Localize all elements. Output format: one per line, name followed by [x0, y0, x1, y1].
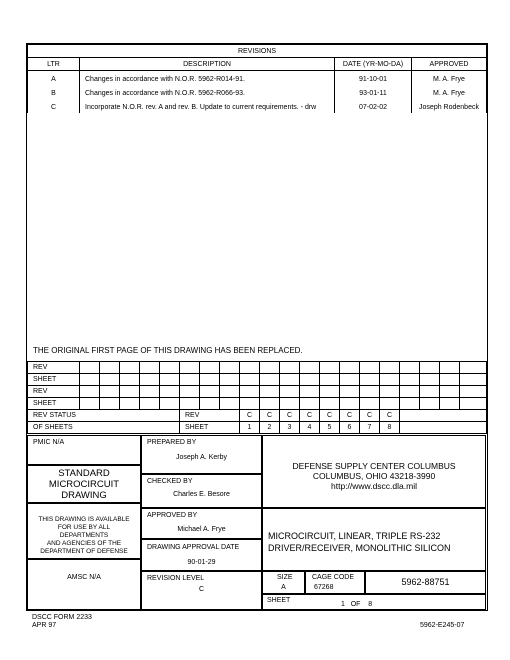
rev-approved: M. A. Frye: [412, 87, 487, 99]
size-value: A: [281, 584, 286, 591]
revisions-header: REVISIONS: [28, 45, 487, 58]
table-row: [28, 101, 487, 113]
rev-value: C: [280, 410, 300, 422]
rev-status-row: [28, 410, 487, 422]
table-row: [28, 87, 487, 99]
standard-line: DRAWING: [61, 490, 107, 501]
rev-date: 91-10-01: [335, 73, 412, 85]
pmic-text: PMIC N/A: [33, 439, 65, 446]
checked-by-label: CHECKED BY: [147, 478, 193, 485]
cage-code-cell: [305, 571, 365, 594]
rev-value: C: [380, 410, 400, 422]
agency-cell: [262, 435, 486, 508]
sheet-number: 7: [360, 422, 380, 434]
sheet-label: SHEET: [180, 422, 240, 434]
prepared-by-cell: [141, 435, 262, 474]
prepared-by-label: PREPARED BY: [147, 439, 197, 446]
form-date: APR 97: [32, 622, 57, 629]
rev-description: Changes in accordance with N.O.R. 5962-R066-93.: [80, 87, 335, 99]
approval-date-cell: [141, 539, 262, 571]
checked-by-name: Charles E. Besore: [173, 491, 230, 498]
rev-ltr: A: [28, 73, 80, 85]
rev-value: C: [340, 410, 360, 422]
document-code: 5962-E245-07: [420, 622, 465, 629]
sheet-number: 6: [340, 422, 360, 434]
standard-line: MICROCIRCUIT: [48, 479, 120, 490]
agency-address: COLUMBUS, OHIO 43218-3990: [312, 471, 436, 481]
column-header-date: DATE (YR-MO-DA): [335, 58, 412, 71]
drawing-sheet: [26, 43, 488, 611]
approval-date: 90-01-29: [187, 559, 216, 566]
rev-ltr: C: [28, 101, 80, 113]
amsc-text: AMSC N/A: [67, 574, 101, 581]
rev-approved: M. A. Frye: [412, 73, 487, 85]
availability-cell: [27, 503, 141, 559]
revisions-table: [27, 44, 487, 113]
rev-date: 07-02-02: [335, 101, 412, 113]
cage-code-value: 67268: [314, 584, 334, 591]
sheet-number: 8: [380, 422, 400, 434]
column-header-ltr: LTR: [28, 58, 80, 71]
drawing-number-cell: [365, 571, 486, 594]
rev-approved: Joseph Rodenbeck: [412, 101, 487, 113]
rev-description: Changes in accordance with N.O.R. 5962-R014-91.: [80, 73, 335, 85]
availability-line: FOR USE BY ALL: [57, 524, 111, 531]
rev-label: REV: [28, 362, 80, 374]
rev-status-label: REV STATUS: [28, 410, 180, 422]
approved-by-label: APPROVED BY: [147, 512, 198, 519]
sheet-label: SHEET: [267, 597, 291, 604]
sheet-cell: [262, 594, 486, 610]
rev-date: 93-01-11: [335, 87, 412, 99]
approved-by-cell: [141, 508, 262, 539]
status-row-rev-upper: [28, 362, 487, 374]
rev-label: REV: [180, 410, 240, 422]
rev-value: C: [300, 410, 320, 422]
approval-date-label: DRAWING APPROVAL DATE: [147, 544, 240, 551]
availability-line: DEPARTMENT OF DEFENSE: [40, 548, 128, 555]
rev-value: C: [360, 410, 380, 422]
sheet-label: SHEET: [28, 374, 80, 386]
drawing-number: 5962-88751: [401, 577, 450, 587]
status-row-sheet-lower: [28, 398, 487, 410]
replaced-note: THE ORIGINAL FIRST PAGE OF THIS DRAWING HAS BEEN REPLACED.: [33, 346, 303, 355]
status-row-rev-lower: [28, 386, 487, 398]
of-sheets-row: [28, 422, 487, 434]
sheet-number: 4: [300, 422, 320, 434]
checked-by-cell: [141, 474, 262, 508]
approved-by-name: Michael A. Frye: [177, 526, 226, 533]
sheet-number: 5: [320, 422, 340, 434]
status-row-sheet-upper: [28, 374, 487, 386]
sheet-number: 2: [260, 422, 280, 434]
column-header-approved: APPROVED: [412, 58, 487, 71]
agency-url: http://www.dscc.dla.mil: [331, 481, 417, 491]
sheet-number: 3: [280, 422, 300, 434]
agency-name: DEFENSE SUPPLY CENTER COLUMBUS: [292, 461, 456, 471]
rev-value: C: [320, 410, 340, 422]
standard-drawing-cell: [27, 465, 141, 503]
rev-value: C: [260, 410, 280, 422]
pmic-cell: [27, 435, 141, 465]
availability-line: DEPARTMENTS: [59, 532, 109, 539]
rev-value: C: [240, 410, 260, 422]
table-row: [28, 73, 487, 85]
revision-level: C: [198, 586, 205, 593]
availability-line: THIS DRAWING IS AVAILABLE: [38, 516, 130, 523]
title-block: [27, 435, 486, 610]
rev-ltr: B: [28, 87, 80, 99]
sheet-label: SHEET: [28, 398, 80, 410]
revision-status-table: [27, 361, 487, 434]
of-sheets-label: OF SHEETS: [28, 422, 180, 434]
size-cell: [262, 571, 305, 594]
size-label: SIZE: [277, 574, 293, 581]
drawing-title-line: DRIVER/RECEIVER, MONOLITHIC SILICON: [268, 543, 451, 553]
availability-line: AND AGENCIES OF THE: [46, 540, 122, 547]
revision-level-label: REVISION LEVEL: [147, 575, 205, 582]
cage-code-label: CAGE CODE: [312, 574, 355, 581]
amsc-cell: [27, 559, 141, 610]
sheet-number: 1: [240, 422, 260, 434]
form-number: DSCC FORM 2233: [32, 614, 92, 621]
standard-line: STANDARD: [58, 468, 110, 479]
rev-label: REV: [28, 386, 80, 398]
sheet-of: 1 OF 8: [341, 601, 373, 608]
drawing-title-cell: [262, 508, 486, 571]
drawing-title-line: MICROCIRCUIT, LINEAR, TRIPLE RS-232: [268, 531, 441, 541]
revision-level-cell: [141, 571, 262, 610]
rev-description: Incorporate N.O.R. rev. A and rev. B. Update to current requirements. - drw: [80, 101, 335, 113]
column-header-description: DESCRIPTION: [80, 58, 335, 71]
prepared-by-name: Joseph A. Kerby: [176, 454, 227, 461]
